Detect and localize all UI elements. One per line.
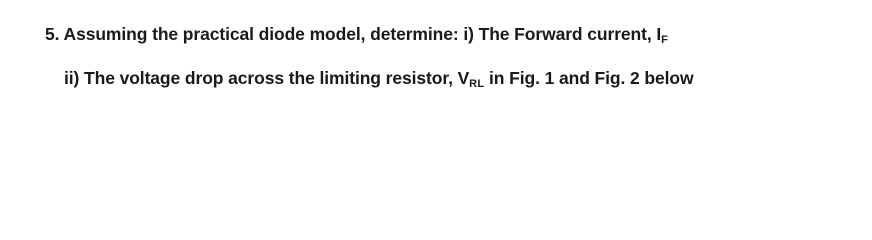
question-line-1-text: Assuming the practical diode model, determine: i) The Forward current, I [63, 24, 662, 44]
question-line-2-tail: in Fig. 1 and Fig. 2 below [484, 68, 694, 88]
voltage-subscript: RL [469, 78, 485, 90]
question-line-2 [64, 68, 694, 94]
question-block [0, 0, 872, 116]
question-line-1 [45, 24, 668, 50]
question-line-2-text: ii) The voltage drop across the limiting resistor, V [64, 68, 470, 88]
forward-current-subscript: F [661, 34, 669, 46]
question-number: 5. [45, 24, 60, 44]
